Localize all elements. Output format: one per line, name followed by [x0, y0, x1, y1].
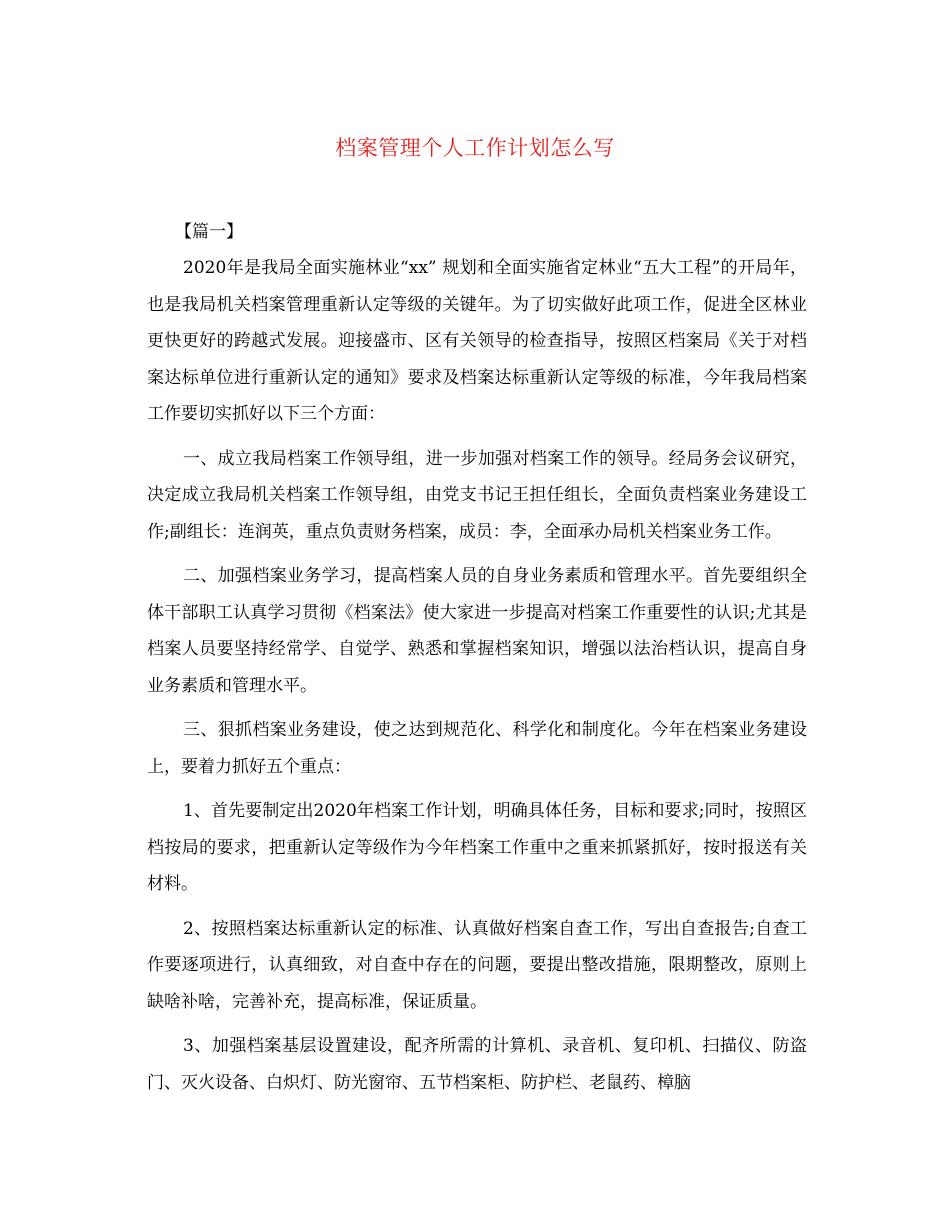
- paragraph-point-1: 一、成立我局档案工作领导组，进一步加强对档案工作的领导。经局务会议研究，决定成立我局机关档案工作领导组，由党支书记王担任组长，全面负责档案业务建设工作;副组长：连润英，重点负责财务档案，成员：李，全面承办局机关档案业务工作。: [147, 448, 807, 542]
- paragraph-intro: 2020年是我局全面实施林业“xx” 规划和全面实施省定林业“五大工程”的开局年，也是我局机关档案管理重新认定等级的关键年。为了切实做好此项工作，促进全区林业更快更好的跨越式发展。迎接盛市、区有关领导的检查指导，按照区档案局《关于对档案达标单位进行重新认定的通知》要求及档案达标重新认定等级的标准，今年我局档案工作要切实抓好以下三个方面：: [147, 258, 807, 424]
- paragraph-item-1: 1、首先要制定出2020年档案工作计划，明确具体任务，目标和要求;同时，按照区档按局的要求，把重新认定等级作为今年档案工作重中之重来抓紧抓好，按时报送有关材料。: [147, 801, 807, 894]
- paragraph-point-2: 二、加强档案业务学习，提高档案人员的自身业务素质和管理水平。首先要组织全体干部职工认真学习贯彻《档案法》使大家进一步提高对档案工作重要性的认识;尤其是档案人员要坚持经常学、自觉学、熟悉和掌握档案知识，增强以法治档认识，提高自身业务素质和管理水平。: [147, 566, 807, 696]
- document-title: 档案管理个人工作计划怎么写: [335, 136, 615, 160]
- document-body: [147, 214, 807, 1109]
- paragraph-item-2: 2、按照档案达标重新认定的标准、认真做好档案自查工作，写出自查报告;自查工作要逐项进行，认真细致，对自查中存在的问题，要提出整改措施，限期整改，原则上缺啥补啥，完善补充，提高标准，保证质量。: [147, 918, 807, 1012]
- paragraph-item-3: 3、加强档案基层设置建设，配齐所需的计算机、录音机、复印机、扫描仪、防盗门、灭火设备、白炽灯、防光窗帘、五节档案柜、防护栏、老鼠药、樟脑: [147, 1036, 807, 1093]
- section-heading: 【篇一】: [175, 222, 243, 242]
- paragraph-point-3: 三、狠抓档案业务建设，使之达到规范化、科学化和制度化。今年在档案业务建设上，要着力抓好五个重点：: [147, 720, 807, 777]
